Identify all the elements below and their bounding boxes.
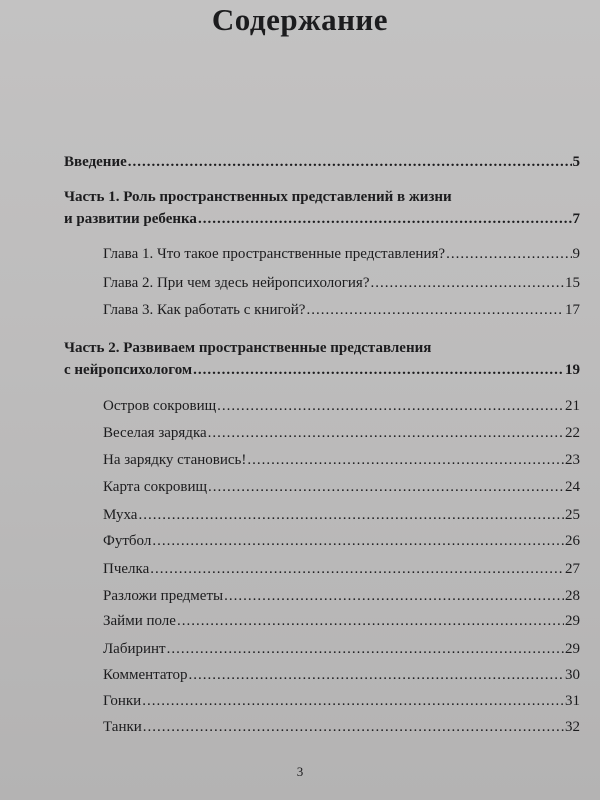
toc-entry-label: Танки [103, 719, 142, 735]
leader-dots [208, 425, 564, 442]
toc-entry-item [103, 667, 580, 689]
toc-entry-page: 17 [565, 302, 580, 318]
page-title: Содержание [211, 2, 389, 37]
toc-entry-label: Футбол [103, 533, 152, 549]
leader-dots [446, 246, 571, 263]
toc-entry-page: 15 [565, 275, 580, 291]
toc-entry-label: Пчелка [103, 561, 150, 577]
toc-entry-chapter1 [103, 246, 580, 268]
toc-entry-page: 31 [565, 693, 580, 709]
toc-entry-page: 26 [565, 533, 580, 549]
part1-heading-line1: Часть 1. Роль пространственных представлений в жизни [64, 189, 452, 205]
toc-entry-label: с нейропсихологом [64, 362, 193, 378]
toc-entry-page: 27 [565, 561, 580, 577]
leader-dots [224, 588, 564, 605]
leader-dots [189, 667, 564, 684]
toc-entry-page: 9 [572, 246, 580, 262]
toc-entry-intro [64, 154, 580, 176]
page-number: 3 [296, 764, 304, 779]
toc-entry-item [103, 693, 580, 715]
part2-heading-line1: Часть 2. Развиваем пространственные представления [64, 340, 432, 356]
leader-dots [217, 398, 564, 415]
leader-dots [152, 533, 564, 550]
toc-entry-page: 29 [565, 613, 580, 629]
toc-entry-label: Глава 1. Что такое пространственные представления? [103, 246, 446, 262]
toc-entry-chapter2 [103, 275, 580, 297]
leader-dots [198, 211, 572, 228]
toc-entry-item [103, 613, 580, 635]
leader-dots [167, 641, 564, 658]
toc-entry-label: Введение [64, 154, 127, 170]
toc-entry-label: Карта сокровищ [103, 479, 208, 495]
toc-entry-page: 28 [565, 588, 580, 604]
leader-dots [143, 719, 564, 736]
leader-dots [128, 154, 572, 171]
leader-dots [142, 693, 564, 710]
toc-entry-item [103, 719, 580, 741]
toc-entry-page: 23 [565, 452, 580, 468]
toc-entry-item [103, 398, 580, 420]
toc-entry-page: 29 [565, 641, 580, 657]
leader-dots [193, 362, 564, 379]
toc-entry-label: Комментатор [103, 667, 188, 683]
toc-entry-page: 24 [565, 479, 580, 495]
toc-entry-page: 19 [565, 362, 580, 378]
toc-entry-part2 [64, 362, 580, 384]
toc-entry-item [103, 561, 580, 583]
toc-entry-label: Остров сокровищ [103, 398, 217, 414]
toc-entry-label: Разложи предметы [103, 588, 224, 604]
toc-entry-page: 7 [572, 211, 580, 227]
toc-entry-page: 32 [565, 719, 580, 735]
toc-entry-item [103, 588, 580, 610]
toc-entry-chapter3 [103, 302, 580, 324]
leader-dots [247, 452, 564, 469]
toc-entry-item [103, 452, 580, 474]
toc-entry-label: Займи поле [103, 613, 176, 629]
toc-entry-page: 5 [572, 154, 580, 170]
leader-dots [138, 507, 564, 524]
toc-entry-item [103, 641, 580, 663]
toc-entry-item [103, 533, 580, 555]
toc-entry-label: Гонки [103, 693, 142, 709]
toc-entry-label: Веселая зарядка [103, 425, 207, 441]
toc-entry-part1 [64, 211, 580, 233]
leader-dots [306, 302, 564, 319]
leader-dots [370, 275, 564, 292]
toc-entry-label: Глава 3. Как работать с книгой? [103, 302, 306, 318]
toc-entry-page: 25 [565, 507, 580, 523]
toc-entry-page: 30 [565, 667, 580, 683]
toc-entry-label: Лабиринт [103, 641, 166, 657]
toc-entry-item [103, 425, 580, 447]
toc-entry-label: Глава 2. При чем здесь нейропсихология? [103, 275, 370, 291]
toc-entry-item [103, 479, 580, 501]
leader-dots [150, 561, 564, 578]
toc-entry-label: и развитии ребенка [64, 211, 197, 227]
toc-entry-page: 22 [565, 425, 580, 441]
toc-entry-label: Муха [103, 507, 138, 523]
toc-entry-label: На зарядку становись! [103, 452, 247, 468]
toc-entry-page: 21 [565, 398, 580, 414]
toc-entry-item [103, 507, 580, 529]
leader-dots [208, 479, 564, 496]
leader-dots [177, 613, 564, 630]
